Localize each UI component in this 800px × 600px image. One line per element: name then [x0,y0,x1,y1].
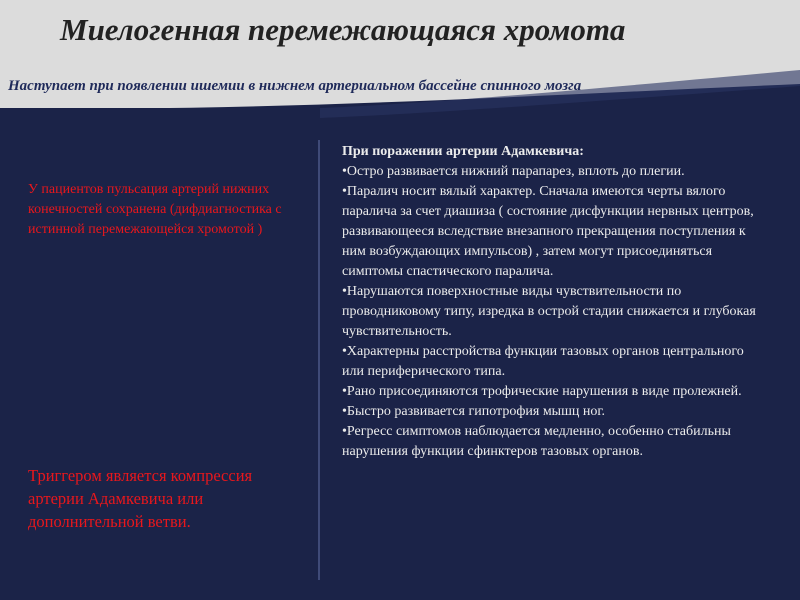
symptoms-column [342,142,767,462]
symptom-item: •Регресс симптомов наблюдается медленно, особенно стабильны нарушения функции сфинктеров тазовых органов. [342,424,731,459]
symptom-item: •Быстро развивается гипотрофия мышц ног. [342,404,606,419]
symptoms-heading: При поражении артерии Адамкевича: [342,144,584,159]
slide-subtitle: Наступает при появлении ишемии в нижнем артериальном бассейне спинного мозга [8,78,582,94]
symptoms-list [342,162,767,462]
column-divider [318,140,320,580]
symptom-item: •Паралич носит вялый характер. Сначала имеются черты вялого паралича за счет диашиза ( состояние дисфункции нервных центров, развивающееся вследствие внезапного прекращения поступления к ним возбуждающих импульсов) , затем могут присоединяться симптомы спастического паралича. [342,184,754,279]
symptom-item: •Характерны расстройства функции тазовых органов центрального или периферического типа. [342,344,744,379]
pulse-note: У пациентов пульсация артерий нижних конечностей сохранена (дифдиагностика с истинной перемежающейся хромотой ) [28,182,282,237]
trigger-note: Триггером является компрессия артерии Адамкевича или дополнительной ветви. [28,466,253,531]
symptom-item: •Нарушаются поверхностные виды чувствительности по проводниковому типу, изредка в острой стадии снижается и глубокая чувствительность. [342,284,756,339]
symptom-item: •Рано присоединяются трофические нарушения в виде пролежней. [342,384,742,399]
slide-title: Миелогенная перемежающаяся хромота [60,12,626,47]
symptom-item: •Остро развивается нижний парапарез, вплоть до плегии. [342,164,685,179]
